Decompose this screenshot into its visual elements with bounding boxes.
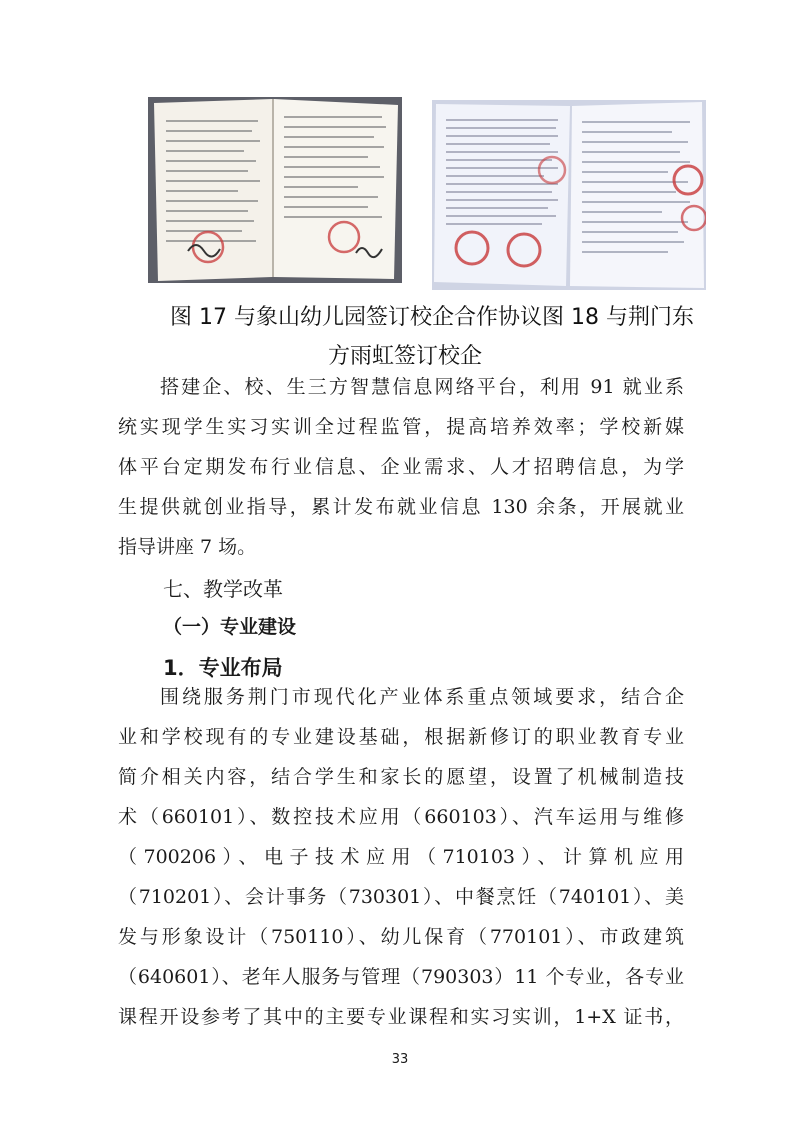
text-line: （640601）、老年人服务与管理（790303）11 个专业，各专业 bbox=[118, 966, 684, 988]
figure-caption-line-2: 方雨虹签订校企 bbox=[328, 344, 483, 369]
text-line: 发与形象设计（750110）、幼儿保育（770101）、市政建筑 bbox=[118, 926, 684, 948]
agreement-booklet-image bbox=[148, 97, 402, 283]
text-line: （700206）、电子技术应用（710103）、计算机应用 bbox=[118, 846, 684, 868]
text-line: （710201）、会计事务（730301）、中餐烹饪（740101）、美 bbox=[118, 886, 684, 908]
figure-caption-line-1: 图 17 与象山幼儿园签订校企合作协议图 18 与荆门东 bbox=[170, 305, 694, 330]
subsection-heading: （一）专业建设 bbox=[163, 616, 297, 638]
text-line: 术（660101）、数控技术应用（660103）、汽车运用与维修 bbox=[118, 806, 684, 828]
item-heading: 1．专业布局 bbox=[163, 656, 283, 680]
text-line: 业和学校现有的专业建设基础，根据新修订的职业教育专业 bbox=[118, 726, 684, 748]
agreement-pages-image bbox=[432, 100, 706, 290]
agreement-photo-2 bbox=[432, 100, 706, 290]
text-line: 课程开设参考了其中的主要专业课程和实习实训，1+X 证书， bbox=[118, 1006, 684, 1028]
section-heading: 七、教学改革 bbox=[163, 577, 283, 601]
text-line: 统实现学生实习实训全过程监管，提高培养效率；学校新媒 bbox=[118, 416, 684, 438]
text-line: 围绕服务荆门市现代化产业体系重点领域要求，结合企 bbox=[160, 686, 684, 708]
text-line: 体平台定期发布行业信息、企业需求、人才招聘信息，为学 bbox=[118, 456, 684, 478]
text-line: 指导讲座 7 场。 bbox=[118, 536, 257, 558]
text-line: 简介相关内容，结合学生和家长的愿望，设置了机械制造技 bbox=[118, 766, 684, 788]
text-line: 生提供就创业指导，累计发布就业信息 130 余条，开展就业 bbox=[118, 496, 684, 518]
agreement-photo-1 bbox=[148, 97, 402, 283]
page-number: 33 bbox=[391, 1052, 409, 1067]
paragraph-specialty-layout bbox=[118, 677, 684, 1037]
paragraph-employment-platform bbox=[118, 367, 684, 567]
text-line: 搭建企、校、生三方智慧信息网络平台，利用 91 就业系 bbox=[160, 376, 684, 398]
